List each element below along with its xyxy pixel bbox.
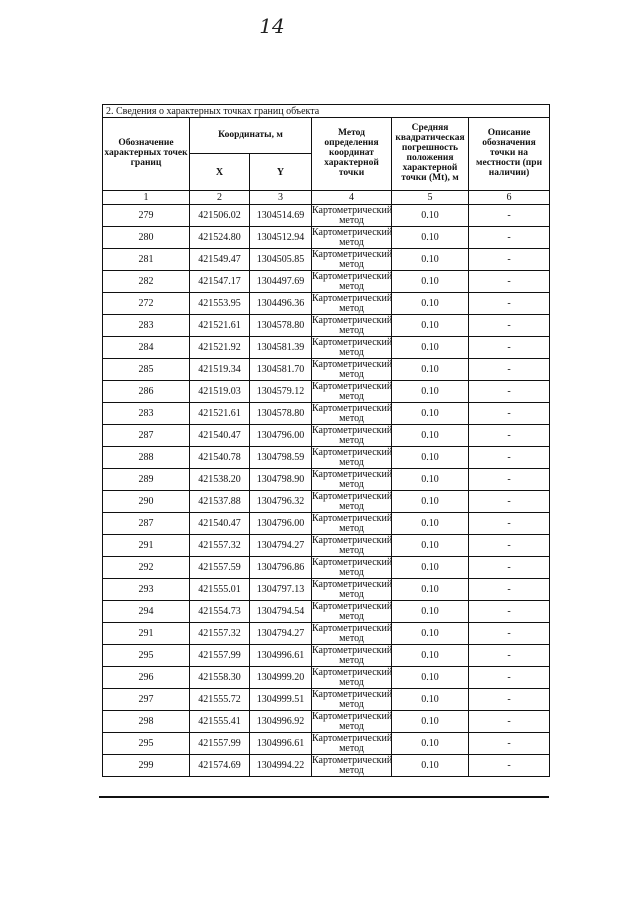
table-row: [103, 579, 550, 601]
point-cell: 292: [103, 557, 190, 579]
table-row: [103, 249, 550, 271]
description-cell: -: [469, 733, 550, 755]
y-cell: 1304796.32: [250, 491, 312, 513]
page-number: 14: [259, 14, 285, 38]
description-cell: -: [469, 293, 550, 315]
method-cell: Картометрический метод: [312, 336, 393, 358]
point-cell: 280: [103, 227, 190, 249]
method-cell: Картометрический метод: [312, 292, 393, 314]
method-cell: Картометрический метод: [312, 424, 393, 446]
y-cell: 1304497.69: [250, 271, 312, 293]
method-cell: Картометрический метод: [312, 468, 393, 490]
error-cell: 0.10: [392, 425, 469, 447]
column-number: 4: [312, 191, 392, 205]
table-row: [103, 381, 550, 403]
header-y: Y: [250, 154, 312, 191]
description-cell: -: [469, 249, 550, 271]
description-cell: -: [469, 425, 550, 447]
point-cell: 295: [103, 733, 190, 755]
description-cell: -: [469, 711, 550, 733]
y-cell: 1304796.00: [250, 513, 312, 535]
method-cell: Картометрический метод: [312, 666, 393, 688]
error-cell: 0.10: [392, 733, 469, 755]
header-method: Метод определения координат характерной точки: [312, 118, 392, 191]
column-number: 5: [392, 191, 469, 205]
table-row: [103, 689, 550, 711]
method-cell: Картометрический метод: [312, 270, 393, 292]
table-row: [103, 227, 550, 249]
x-cell: 421558.30: [190, 667, 250, 689]
x-cell: 421557.99: [190, 645, 250, 667]
error-cell: 0.10: [392, 513, 469, 535]
error-cell: 0.10: [392, 271, 469, 293]
x-cell: 421555.41: [190, 711, 250, 733]
header-x: X: [190, 154, 250, 191]
table-row: [103, 205, 550, 227]
y-cell: 1304798.59: [250, 447, 312, 469]
method-cell: Картометрический метод: [312, 754, 393, 776]
y-cell: 1304797.13: [250, 579, 312, 601]
point-cell: 296: [103, 667, 190, 689]
error-cell: 0.10: [392, 491, 469, 513]
description-cell: -: [469, 557, 550, 579]
x-cell: 421557.99: [190, 733, 250, 755]
description-cell: -: [469, 623, 550, 645]
point-cell: 287: [103, 425, 190, 447]
y-cell: 1304579.12: [250, 381, 312, 403]
x-cell: 421549.47: [190, 249, 250, 271]
table-row: [103, 645, 550, 667]
table-row: [103, 557, 550, 579]
y-cell: 1304514.69: [250, 205, 312, 227]
method-cell: Картометрический метод: [312, 710, 393, 732]
x-cell: 421557.59: [190, 557, 250, 579]
point-cell: 289: [103, 469, 190, 491]
error-cell: 0.10: [392, 249, 469, 271]
x-cell: 421540.47: [190, 425, 250, 447]
y-cell: 1304496.36: [250, 293, 312, 315]
x-cell: 421574.69: [190, 755, 250, 777]
x-cell: 421540.78: [190, 447, 250, 469]
bottom-rule: [99, 796, 549, 798]
point-cell: 284: [103, 337, 190, 359]
y-cell: 1304794.27: [250, 535, 312, 557]
description-cell: -: [469, 447, 550, 469]
error-cell: 0.10: [392, 381, 469, 403]
description-cell: -: [469, 381, 550, 403]
x-cell: 421557.32: [190, 623, 250, 645]
x-cell: 421538.20: [190, 469, 250, 491]
point-cell: 295: [103, 645, 190, 667]
y-cell: 1304996.92: [250, 711, 312, 733]
point-cell: 285: [103, 359, 190, 381]
method-cell: Картометрический метод: [312, 358, 393, 380]
method-cell: Картометрический метод: [312, 688, 393, 710]
method-cell: Картометрический метод: [312, 600, 393, 622]
error-cell: 0.10: [392, 403, 469, 425]
table-row: [103, 711, 550, 733]
y-cell: 1304512.94: [250, 227, 312, 249]
description-cell: -: [469, 403, 550, 425]
point-cell: 286: [103, 381, 190, 403]
error-cell: 0.10: [392, 689, 469, 711]
error-cell: 0.10: [392, 535, 469, 557]
error-cell: 0.10: [392, 205, 469, 227]
y-cell: 1304996.61: [250, 645, 312, 667]
description-cell: -: [469, 359, 550, 381]
error-cell: 0.10: [392, 293, 469, 315]
table-row: [103, 447, 550, 469]
table-row: [103, 667, 550, 689]
y-cell: 1304794.54: [250, 601, 312, 623]
description-cell: -: [469, 645, 550, 667]
x-cell: 421506.02: [190, 205, 250, 227]
y-cell: 1304578.80: [250, 315, 312, 337]
column-number-row: [103, 191, 550, 205]
table-row: [103, 733, 550, 755]
description-cell: -: [469, 667, 550, 689]
table-row: [103, 513, 550, 535]
point-cell: 288: [103, 447, 190, 469]
column-number: 3: [250, 191, 312, 205]
point-cell: 291: [103, 623, 190, 645]
table-row: [103, 271, 550, 293]
column-number: 2: [190, 191, 250, 205]
table-row: [103, 755, 550, 777]
table-row: [103, 293, 550, 315]
x-cell: 421554.73: [190, 601, 250, 623]
column-number: 1: [103, 191, 190, 205]
x-cell: 421547.17: [190, 271, 250, 293]
y-cell: 1304999.20: [250, 667, 312, 689]
y-cell: 1304994.22: [250, 755, 312, 777]
table-row: [103, 337, 550, 359]
method-cell: Картометрический метод: [312, 314, 393, 336]
y-cell: 1304796.86: [250, 557, 312, 579]
description-cell: -: [469, 491, 550, 513]
y-cell: 1304581.70: [250, 359, 312, 381]
x-cell: 421524.80: [190, 227, 250, 249]
point-cell: 281: [103, 249, 190, 271]
point-cell: 279: [103, 205, 190, 227]
x-cell: 421555.01: [190, 579, 250, 601]
error-cell: 0.10: [392, 315, 469, 337]
description-cell: -: [469, 755, 550, 777]
table-row: [103, 359, 550, 381]
error-cell: 0.10: [392, 711, 469, 733]
header-point-designation: Обозначение характерных точек границ: [103, 118, 190, 191]
error-cell: 0.10: [392, 667, 469, 689]
point-cell: 287: [103, 513, 190, 535]
point-cell: 283: [103, 403, 190, 425]
description-cell: -: [469, 579, 550, 601]
description-cell: -: [469, 227, 550, 249]
method-cell: Картометрический метод: [312, 446, 393, 468]
table-row: [103, 425, 550, 447]
method-cell: Картометрический метод: [312, 644, 393, 666]
description-cell: -: [469, 469, 550, 491]
error-cell: 0.10: [392, 557, 469, 579]
method-cell: Картометрический метод: [312, 380, 393, 402]
point-cell: 283: [103, 315, 190, 337]
point-cell: 290: [103, 491, 190, 513]
header-coordinates: Координаты, м: [190, 118, 312, 154]
x-cell: 421519.34: [190, 359, 250, 381]
description-cell: -: [469, 205, 550, 227]
x-cell: 421521.92: [190, 337, 250, 359]
method-cell: Картометрический метод: [312, 556, 393, 578]
error-cell: 0.10: [392, 447, 469, 469]
y-cell: 1304581.39: [250, 337, 312, 359]
point-cell: 272: [103, 293, 190, 315]
method-cell: Картометрический метод: [312, 204, 393, 226]
method-cell: Картометрический метод: [312, 512, 393, 534]
y-cell: 1304794.27: [250, 623, 312, 645]
x-cell: 421521.61: [190, 403, 250, 425]
table-row: [103, 535, 550, 557]
y-cell: 1304578.80: [250, 403, 312, 425]
x-cell: 421521.61: [190, 315, 250, 337]
column-number: 6: [469, 191, 550, 205]
description-cell: -: [469, 601, 550, 623]
method-cell: Картометрический метод: [312, 622, 393, 644]
description-cell: -: [469, 315, 550, 337]
error-cell: 0.10: [392, 645, 469, 667]
method-cell: Картометрический метод: [312, 732, 393, 754]
table-row: [103, 469, 550, 491]
description-cell: -: [469, 271, 550, 293]
header-description: Описание обозначения точки на местности (при наличии): [469, 118, 550, 191]
description-cell: -: [469, 513, 550, 535]
point-cell: 298: [103, 711, 190, 733]
y-cell: 1304999.51: [250, 689, 312, 711]
method-cell: Картометрический метод: [312, 578, 393, 600]
point-cell: 294: [103, 601, 190, 623]
point-cell: 291: [103, 535, 190, 557]
table-row: [103, 601, 550, 623]
error-cell: 0.10: [392, 469, 469, 491]
method-cell: Картометрический метод: [312, 226, 393, 248]
x-cell: 421519.03: [190, 381, 250, 403]
y-cell: 1304505.85: [250, 249, 312, 271]
table-body: [103, 205, 550, 777]
error-cell: 0.10: [392, 755, 469, 777]
error-cell: 0.10: [392, 623, 469, 645]
error-cell: 0.10: [392, 601, 469, 623]
y-cell: 1304996.61: [250, 733, 312, 755]
header-error: Средняя квадратическая погрешность положения характерной точки (Mt), м: [392, 118, 469, 191]
error-cell: 0.10: [392, 579, 469, 601]
description-cell: -: [469, 689, 550, 711]
x-cell: 421537.88: [190, 491, 250, 513]
x-cell: 421553.95: [190, 293, 250, 315]
table-row: [103, 623, 550, 645]
table-row: [103, 315, 550, 337]
point-cell: 293: [103, 579, 190, 601]
point-cell: 299: [103, 755, 190, 777]
point-cell: 282: [103, 271, 190, 293]
error-cell: 0.10: [392, 359, 469, 381]
table-row: [103, 491, 550, 513]
boundary-points-table: [102, 104, 550, 777]
method-cell: Картометрический метод: [312, 248, 393, 270]
error-cell: 0.10: [392, 337, 469, 359]
method-cell: Картометрический метод: [312, 490, 393, 512]
description-cell: -: [469, 535, 550, 557]
table-row: [103, 403, 550, 425]
y-cell: 1304796.00: [250, 425, 312, 447]
description-cell: -: [469, 337, 550, 359]
x-cell: 421555.72: [190, 689, 250, 711]
method-cell: Картометрический метод: [312, 402, 393, 424]
point-cell: 297: [103, 689, 190, 711]
x-cell: 421540.47: [190, 513, 250, 535]
section-title: 2. Сведения о характерных точках границ объекта: [103, 105, 550, 118]
y-cell: 1304798.90: [250, 469, 312, 491]
x-cell: 421557.32: [190, 535, 250, 557]
error-cell: 0.10: [392, 227, 469, 249]
method-cell: Картометрический метод: [312, 534, 393, 556]
